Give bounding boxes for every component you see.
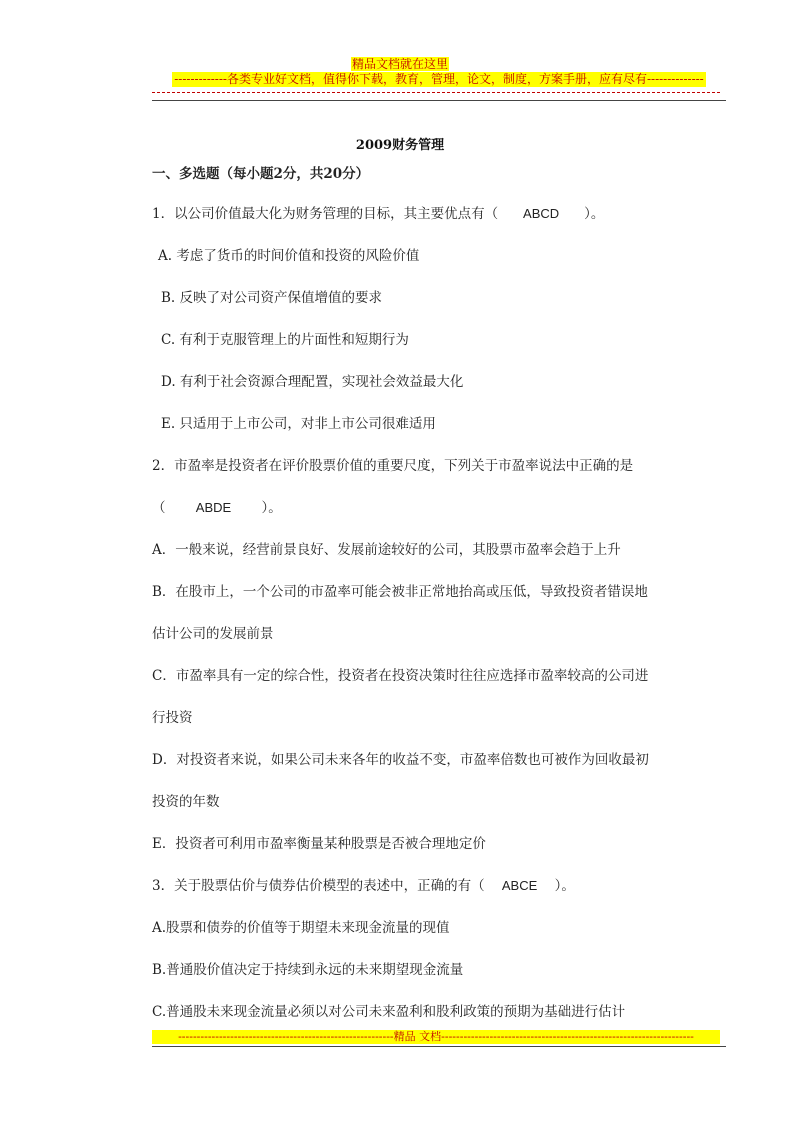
question-3-option: C.普通股未来现金流量必须以对公司未来盈利和股利政策的预期为基础进行估计 [152, 1004, 626, 1020]
question-2-answer-line [152, 499, 282, 517]
question-3-answer: ABCE [501, 878, 538, 893]
question-1-option: E. 只适用于上市公司，对非上市公司很难适用 [161, 416, 436, 432]
question-2-option: C．市盈率具有一定的综合性，投资者在投资决策时往往应选择市盈率较高的公司进 [152, 668, 649, 684]
question-2-option-cont: 估计公司的发展前景 [152, 626, 274, 642]
question-2-paren-open: （ [152, 500, 166, 516]
question-1-stem-end: ）。 [584, 206, 605, 222]
question-2-option: E．投资者可利用市盈率衡量某种股票是否被合理地定价 [152, 836, 486, 852]
question-2-option-cont: 行投资 [152, 710, 193, 726]
question-2-paren-close: ）。 [261, 500, 282, 516]
question-1-stem-text: 1．以公司价值最大化为财务管理的目标，其主要优点有（ [152, 206, 499, 222]
section-heading: 一、多选题（每小题2分，共20分） [152, 166, 370, 182]
question-3-option: B.普通股价值决定于持续到永远的未来期望现金流量 [152, 962, 464, 978]
question-2-option-cont: 投资的年数 [152, 794, 220, 810]
question-1-option: C. 有利于克服管理上的片面性和短期行为 [161, 332, 409, 348]
question-2-answer: ABDE [195, 500, 232, 515]
question-2-option: A．一般来说，经营前景良好、发展前途较好的公司，其股票市盈率会趋于上升 [152, 542, 621, 558]
question-3-stem-end: ）。 [554, 878, 575, 894]
header-divider [152, 100, 726, 101]
question-3-stem [152, 877, 575, 895]
document-title: 2009财务管理 [355, 138, 445, 153]
question-3-option: A.股票和债券的价值等于期望未来现金流量的现值 [152, 920, 450, 936]
footer-divider [152, 1046, 726, 1047]
question-2-option: D．对投资者来说，如果公司未来各年的收益不变，市盈率倍数也可被作为回收最初 [152, 752, 649, 768]
banner-title: 精品文档就在这里 [351, 57, 448, 71]
question-1-option: B. 反映了对公司资产保值增值的要求 [161, 290, 383, 306]
footer-banner: ----------------------------------------------------------精品 文档-------------------------------------------------------------------- [152, 1030, 720, 1044]
banner-dashed-divider [152, 92, 720, 93]
banner-subtitle: -------------各类专业好文档，值得你下载，教育，管理，论文，制度，方案手册，应有尽有-------------- [172, 72, 706, 87]
question-3-stem-text: 3．关于股票估价与债券估价模型的表述中，正确的有（ [152, 878, 485, 894]
question-1-option: D. 有利于社会资源合理配置，实现社会效益最大化 [161, 374, 464, 390]
question-1-stem [152, 205, 604, 223]
question-1-option: A. 考虑了货币的时间价值和投资的风险价值 [158, 248, 420, 264]
question-2-option: B．在股市上，一个公司的市盈率可能会被非正常地抬高或压低，导致投资者错误地 [152, 584, 648, 600]
question-1-answer: ABCD [523, 206, 560, 221]
question-2-stem: 2．市盈率是投资者在评价股票价值的重要尺度，下列关于市盈率说法中正确的是 [152, 458, 634, 474]
